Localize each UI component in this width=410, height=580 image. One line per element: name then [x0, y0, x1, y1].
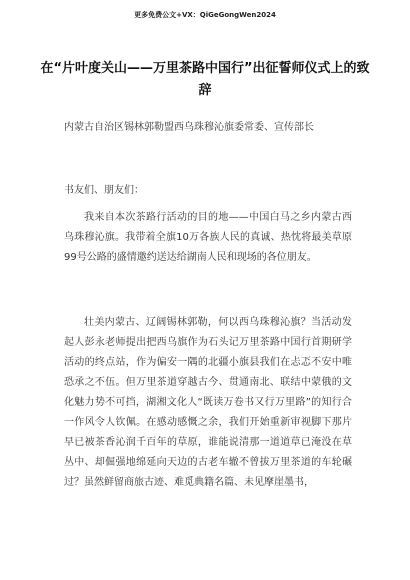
document-title: 在“片叶度关山——万里茶路中国行”出征誓师仪式上的致辞	[40, 61, 370, 98]
salutation: 书友们、朋友们：	[64, 185, 144, 196]
paragraph: 我来自本次茶路行活动的目的地——中国白马之乡内蒙古西乌珠穆沁旗。我带着全旗10万各族人民的真诚、热忱将最美草原99号公路的盛情邀约送达给湖南人民和现场的各位朋友。	[64, 212, 352, 263]
header-note: 更多免费公文+VX：QiGeGongWen2024	[134, 11, 276, 19]
paragraph: 壮美内蒙古、辽阔锡林郭勒，何以西乌珠穆沁旗？当活动发起人彭永老师提出把西乌旗作为石头记万里茶路中国行首期研学活动的终点站，作为偏安一隅的北疆小旗县我们在忐忑不安中唯恐承之不伍。但万里茶道穿越古今、贯通南北、联结中蒙俄的文化魅力势不可挡，湖湘文化人“既读万卷书又行万里路”的知行合一作风令人钦佩。在感动感慨之余，我们开始重新审视脚下那片早已被茶香沁润千百年的草原，谁能说清那一道道草已淹没在草丛中、却倔强地绵延向天边的古老车辙不曾拔万里茶道的车轮碾过？虽然鲜留商旅古迹、难觅典籍名篇、未见摩崖墨书，	[64, 317, 352, 488]
author-line: 内蒙古自治区锡林郭勒盟西乌珠穆沁旗委常委、宣传部长	[64, 122, 314, 133]
